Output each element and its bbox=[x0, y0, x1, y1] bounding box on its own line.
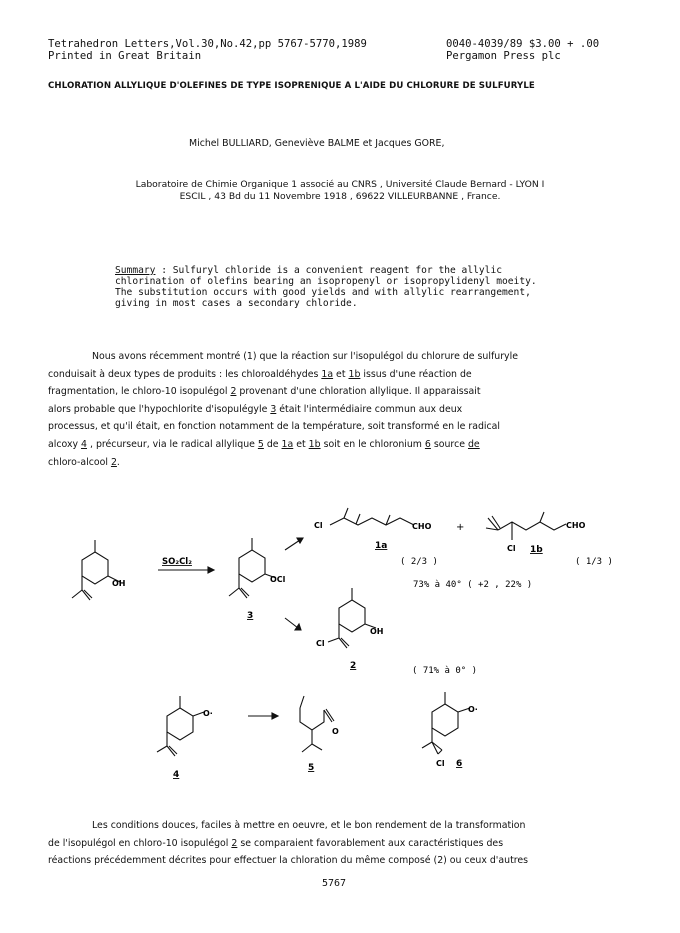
allylic-radical-5-structure bbox=[300, 696, 334, 752]
compound-1a-label: 1a bbox=[375, 541, 388, 551]
p1-line-5: processus, et qu'il était, en fonction notamment de la température, soit transformé en le radical bbox=[48, 421, 501, 433]
ref-1b: 1b bbox=[348, 368, 361, 380]
p1-line-3: fragmentation, le chloro-10 isopulégol 2 provenant d'une chloration allylique. Il apparaissait bbox=[48, 386, 481, 398]
ratio-1a: ( 2/3 ) bbox=[400, 557, 438, 567]
summary-line-2: chlorination of olefins bearing an isopropenyl or isopropylidenyl moeity. bbox=[115, 276, 537, 287]
p2-line-1: Les conditions douces, faciles à mettre en oeuvre, et le bon rendement de la transformation bbox=[92, 820, 526, 831]
paragraph-1 bbox=[48, 348, 648, 471]
ref-1b-second: 1b bbox=[308, 438, 321, 450]
p1-line-6: alcoxy 4 , précurseur, via le radical allylique 5 de 1a et 1b soit en le chloronium 6 source de bbox=[48, 438, 480, 450]
chloronium-6-structure bbox=[422, 692, 470, 754]
chloroisopulegol-structure bbox=[328, 588, 376, 648]
ref-4: 4 bbox=[81, 438, 87, 450]
authors: Michel BULLIARD, Geneviève BALME et Jacques GORE, bbox=[189, 138, 445, 149]
cl-label-1a: Cl bbox=[314, 521, 323, 530]
isopulegol-structure bbox=[72, 540, 120, 600]
oh-label-isopulegol: OH bbox=[112, 579, 126, 588]
oh-label-2: OH bbox=[370, 627, 384, 636]
alkoxy-radical-4-structure bbox=[157, 696, 204, 756]
journal-citation: Tetrahedron Letters,Vol.30,No.42,pp 5767-5770,1989 bbox=[48, 38, 367, 50]
ref-6: 6 bbox=[424, 438, 431, 450]
page-number: 5767 bbox=[322, 878, 347, 889]
ref-2-second: 2 bbox=[110, 456, 117, 468]
p1-line-4: alors probable que l'hypochlorite d'isopulégyle 3 était l'intermédiaire commun aux deux bbox=[48, 403, 463, 415]
cho-label-1a: CHO bbox=[412, 522, 432, 531]
ref-3: 3 bbox=[270, 403, 277, 415]
publisher: Pergamon Press plc bbox=[446, 50, 561, 62]
ref-1a: 1a bbox=[321, 368, 334, 380]
cho-label-1b: CHO bbox=[566, 521, 586, 530]
article-title: CHLORATION ALLYLIQUE D'OLEFINES DE TYPE ISOPRENIQUE A L'AIDE DU CHLORURE DE SULFURYLE bbox=[48, 81, 535, 91]
cl-label-2: Cl bbox=[316, 639, 325, 648]
summary bbox=[115, 265, 537, 309]
ratio-1b: ( 1/3 ) bbox=[575, 557, 613, 567]
affiliation-line-1: Laboratoire de Chimie Organique 1 associé au CNRS , Université Claude Bernard - LYON I bbox=[135, 179, 545, 190]
p2-line-2: de l'isopulégol en chloro-10 isopulégol 2 se comparaient favorablement aux caractéristiques des bbox=[48, 837, 504, 849]
ref-2: 2 bbox=[230, 386, 237, 398]
compound-1b-label: 1b bbox=[530, 545, 543, 555]
o-label-5: O bbox=[332, 727, 339, 736]
reagent-label: SO₂Cl₂ bbox=[162, 557, 192, 567]
o-radical-label-6: O· bbox=[468, 705, 478, 714]
issn-price: 0040-4039/89 $3.00 + .00 bbox=[446, 38, 600, 50]
hypochlorite-structure bbox=[229, 538, 276, 598]
p1-line-1: Nous avons récemment montré (1) que la réaction sur l'isopulégol du chlorure de sulfuryle bbox=[92, 351, 518, 362]
o-radical-label-4: O· bbox=[203, 709, 213, 718]
plus-sign: + bbox=[456, 522, 465, 533]
compound-2-label: 2 bbox=[350, 661, 357, 671]
compound-5-label: 5 bbox=[308, 763, 315, 773]
chloroaldehyde-1b-structure bbox=[486, 512, 566, 540]
ref-1a-second: 1a bbox=[281, 438, 294, 450]
p1-line-7: chloro-alcool 2. bbox=[48, 456, 120, 468]
compound-6-label: 6 bbox=[456, 759, 463, 769]
compound-4-label: 4 bbox=[173, 770, 180, 780]
yield-chloration: ( 71% à 0° ) bbox=[412, 666, 478, 676]
summary-label: Summary bbox=[115, 265, 156, 276]
p1-line-2: conduisait à deux types de produits : les chloroaldéhydes 1a et 1b issus d'une réaction de bbox=[48, 368, 472, 380]
ocl-label: OCl bbox=[270, 575, 286, 584]
compound-3-label: 3 bbox=[247, 611, 254, 621]
p2-line-3: réactions précédemment décrites pour effectuer la chloration du même composé (2) ou ceux d'autres bbox=[48, 855, 529, 867]
summary-line-4: giving in most cases a secondary chloride. bbox=[115, 298, 358, 309]
affiliation-line-2: ESCIL , 43 Bd du 11 Novembre 1918 , 69622 VILLEURBANNE , France. bbox=[179, 191, 501, 202]
yield-fragmentation: 73% à 40° ( +2 , 22% ) bbox=[413, 580, 533, 590]
summary-line-1: Summary : Sulfuryl chloride is a convenient reagent for the allylic bbox=[115, 265, 502, 276]
paragraph-2 bbox=[48, 817, 648, 870]
chloroaldehyde-1a-structure bbox=[330, 508, 414, 525]
reaction-scheme bbox=[0, 490, 680, 790]
printed-in: Printed in Great Britain bbox=[48, 50, 202, 62]
cl-label-1b: Cl bbox=[507, 544, 516, 553]
affiliation bbox=[0, 179, 680, 203]
ref-5: 5 bbox=[257, 438, 264, 450]
summary-line-3: The substitution occurs with good yields and with allylic rearrangement, bbox=[115, 287, 531, 298]
ref-2-p2: 2 bbox=[231, 837, 238, 849]
cl-label-6: Cl bbox=[436, 759, 445, 768]
